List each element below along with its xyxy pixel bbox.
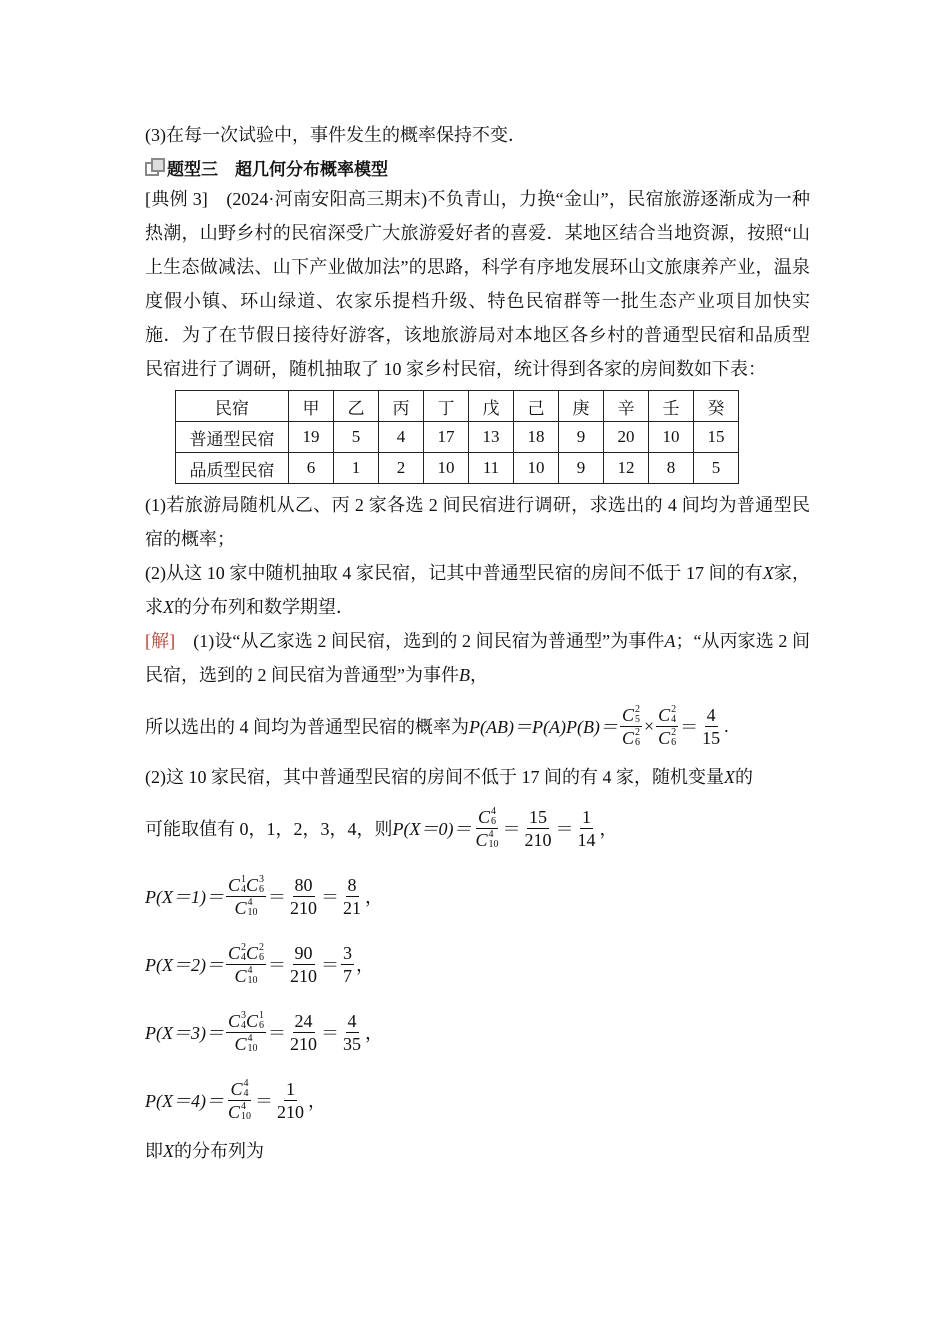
fraction: C 2 5 C 2 6 <box>621 703 640 748</box>
equation-pab <box>145 692 810 760</box>
table-row <box>176 422 739 453</box>
example-label: [典例 3] <box>145 189 208 209</box>
s3-var: X <box>724 767 735 787</box>
fraction: C 4 6 C 4 10 <box>475 805 499 850</box>
fraction: C 1 4 C 3 6 C 4 10 <box>227 873 265 918</box>
section-heading <box>145 152 810 182</box>
table-cell: 13 <box>469 422 514 453</box>
fraction: $\frac{1}{210}$ <box>277 1078 304 1122</box>
table-cell: 6 <box>289 453 334 484</box>
table-cell: 8 <box>649 453 694 484</box>
table-row-label: 品质型民宿 <box>176 453 289 484</box>
equation-px3: P(X＝3)＝ C 3 4 C 1 6 C 4 10 ＝ $\frac{24}{210}$ ＝ $\frac{4}{35}$ ， <box>145 1009 384 1054</box>
fraction: $\frac{1}{14}$ <box>577 806 596 850</box>
s3-text-a: (2)这 10 家民宿，其中普通型民宿的房间不低于 17 间的有 4 家，随机变量 <box>145 767 724 787</box>
q2-var-2: X <box>163 597 174 617</box>
table-header-cell: 丙 <box>379 391 424 422</box>
table-cell: 2 <box>379 453 424 484</box>
s2-text: 所以选出的 4 间均为普通型民宿的概率为 <box>145 717 469 737</box>
table-row <box>176 453 739 484</box>
solution-label: [解] <box>145 631 176 651</box>
table-cell: 17 <box>424 422 469 453</box>
table-cell: 4 <box>379 422 424 453</box>
fraction: C 2 4 C 2 6 <box>658 703 677 748</box>
times-sign: × <box>643 715 655 736</box>
room-count-table <box>175 390 739 484</box>
final-line <box>145 1134 810 1168</box>
table-cell: 15 <box>694 422 739 453</box>
table-header-cell: 甲 <box>289 391 334 422</box>
equation-px2: P(X＝2)＝ C 2 4 C 2 6 C 4 10 ＝ $\frac{90}{210}$ ＝ $\frac{3}{7}$ ， <box>145 941 375 986</box>
table-cell: 12 <box>604 453 649 484</box>
example-paragraph <box>145 182 810 386</box>
s1-text-c: ， <box>470 665 488 685</box>
fraction: $\frac{80}{210}$ <box>290 874 318 918</box>
equation-px1: P(X＝1)＝ C 1 4 C 3 6 C 4 10 ＝ $\frac{80}{210}$ ＝ $\frac{8}{21}$ ， <box>145 873 384 918</box>
pab-expr: P(AB)＝P(A)P(B)＝ <box>469 717 618 737</box>
period: . <box>724 715 729 736</box>
table-cell: 1 <box>334 453 379 484</box>
table-header-cell: 辛 <box>604 391 649 422</box>
fraction: $\frac{3}{7}$ <box>343 942 353 986</box>
document-page <box>145 118 810 1168</box>
table-header-cell: 民宿 <box>176 391 289 422</box>
s3-text-b: 的 <box>735 767 753 787</box>
table-cell: 19 <box>289 422 334 453</box>
table-cell: 10 <box>424 453 469 484</box>
table-cell: 9 <box>559 422 604 453</box>
p2-lhs: P(X＝2)＝ <box>145 955 224 975</box>
event-a: A <box>664 631 676 651</box>
q2-text-c: 的分布列和数学期望． <box>174 597 354 617</box>
q2-var: X <box>762 563 774 583</box>
table-header-cell: 戊 <box>469 391 514 422</box>
s1-text-b: ；“从丙家选 2 间民宿，选到的 2 间民宿为普通型”为事件 <box>145 631 810 685</box>
intro-line: (3)在每一次试验中，事件发生的概率保持不变． <box>145 125 526 145</box>
s4-text: 可能取值有 0，1，2，3，4，则 <box>145 819 393 839</box>
fraction: $\frac{4}{15}$ <box>702 704 721 748</box>
table-row-label: 普通型民宿 <box>176 422 289 453</box>
solution-part1 <box>145 624 810 692</box>
fraction: $\frac{90}{210}$ <box>290 942 318 986</box>
table-cell: 10 <box>514 453 559 484</box>
fraction: C 3 4 C 1 6 C 4 10 <box>227 1009 265 1054</box>
table-header-cell: 庚 <box>559 391 604 422</box>
table-cell: 18 <box>514 422 559 453</box>
table-cell: 5 <box>694 453 739 484</box>
table-header-cell: 丁 <box>424 391 469 422</box>
table-cell: 5 <box>334 422 379 453</box>
table-header-cell: 己 <box>514 391 559 422</box>
final-var: X <box>163 1141 174 1161</box>
table-header-cell: 壬 <box>649 391 694 422</box>
final-text-a: 即 <box>145 1141 163 1161</box>
section-title: 题型三 超几何分布概率模型 <box>167 159 388 180</box>
question-2 <box>145 556 810 624</box>
table-header-cell: 乙 <box>334 391 379 422</box>
table-cell: 20 <box>604 422 649 453</box>
fraction: C 4 4 C 4 10 <box>227 1077 251 1122</box>
fraction: $\frac{24}{210}$ <box>290 1010 318 1054</box>
table-cell: 9 <box>559 453 604 484</box>
fraction: $\frac{15}{210}$ <box>524 806 552 850</box>
fraction: $\frac{8}{21}$ <box>343 874 362 918</box>
event-b: B <box>459 665 470 685</box>
table-header-row <box>176 391 739 422</box>
equation-px4: P(X＝4)＝ C 4 4 C 4 10 ＝ $\frac{1}{210}$ ， <box>145 1077 326 1122</box>
q2-text-b: 家，求 <box>145 563 810 617</box>
s1-text-a: (1)设“从乙家选 2 间民宿，选到的 2 间民宿为普通型”为事件 <box>175 631 665 651</box>
table-cell: 10 <box>649 422 694 453</box>
question-1: (1)若旅游局随机从乙、丙 2 家各选 2 间民宿进行调研，求选出的 4 间均为普通型民宿的概率； <box>145 495 810 549</box>
p3-lhs: P(X＝3)＝ <box>145 1023 224 1043</box>
equation-px0: 可能取值有 0，1，2，3，4，则 P(X＝0)＝ C 4 6 C 4 10 ＝ $\frac{15}{210}$ ＝ $\frac{1}{14}$ ， <box>145 805 618 850</box>
fraction: $\frac{4}{35}$ <box>343 1010 362 1054</box>
q2-text-a: (2)从这 10 家中随机抽取 4 家民宿，记其中普通型民宿的房间不低于 17 间的有 <box>145 563 763 583</box>
example-text: (2024·河南安阳高三期末)不负青山，力换“金山”，民宿旅游逐渐成为一种热潮，山野乡村的民宿深受广大旅游爱好者的喜爱．某地区结合当地资源，按照“山上生态做减法、山下产业做加法”的思路，科学有序地发展环山文旅康养产业，温泉度假小镇、环山绿道、农家乐提档升级、特色民宿群等一批生态产业项目加快实施．为了在节假日接待好游客，该地旅游局对本地区各乡村的普通型民宿和品质型民宿进行了调研，随机抽取了 10 家乡村民宿，统计得到各家的房间数如下表： <box>145 189 810 379</box>
table-header-cell: 癸 <box>694 391 739 422</box>
table-cell: 11 <box>469 453 514 484</box>
section-badge-icon <box>145 158 163 176</box>
p0-lhs: P(X＝0)＝ <box>392 819 472 839</box>
p1-lhs: P(X＝1)＝ <box>145 887 224 907</box>
fraction: C 2 4 C 2 6 C 4 10 <box>227 941 265 986</box>
equals-sign: ＝ <box>680 717 699 737</box>
p4-lhs: P(X＝4)＝ <box>145 1091 224 1111</box>
final-text-b: 的分布列为 <box>174 1141 264 1161</box>
solution-part2 <box>145 760 810 794</box>
